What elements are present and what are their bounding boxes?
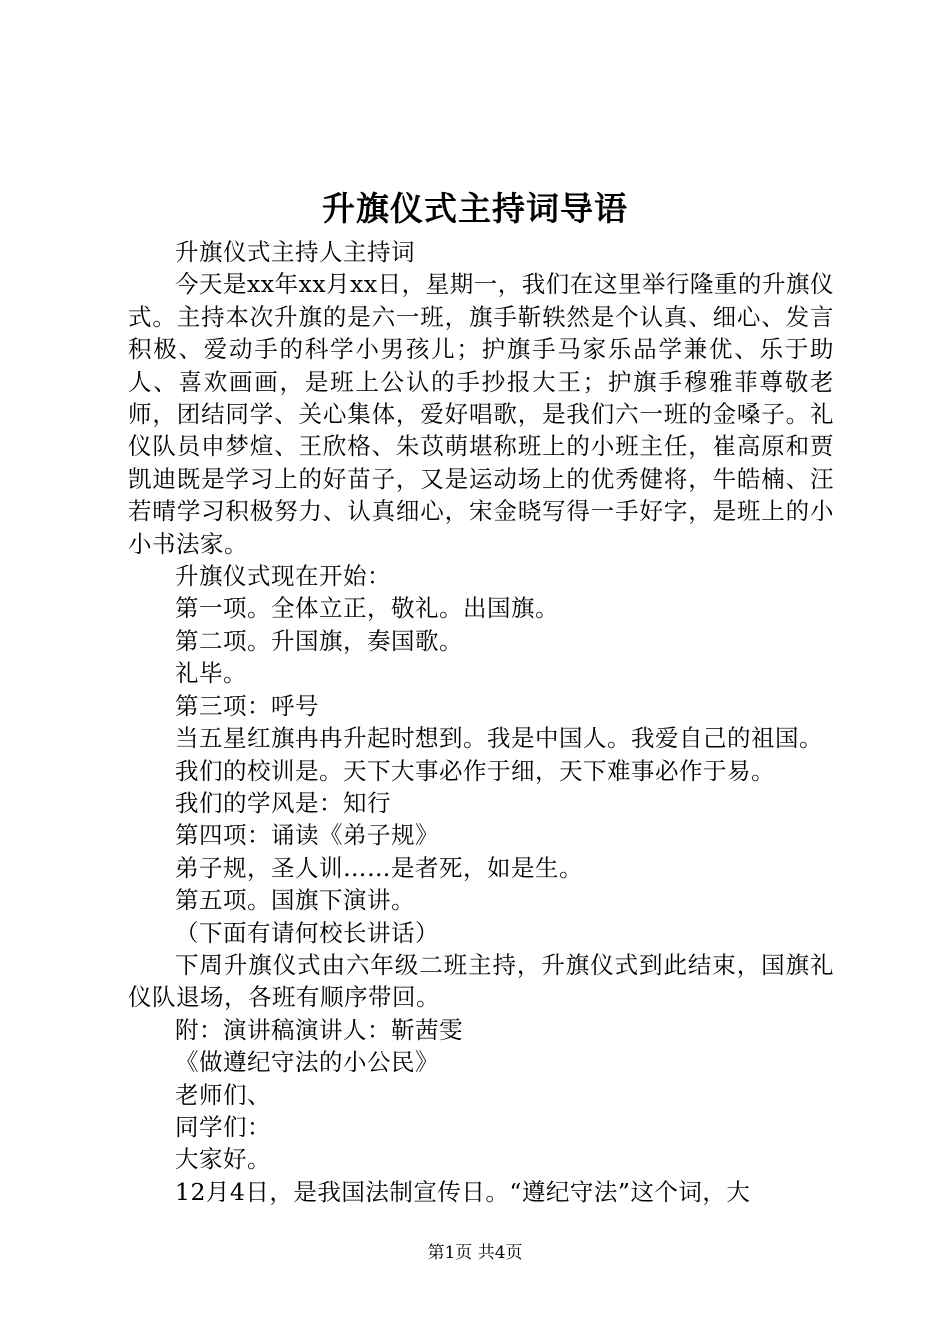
page-number-footer: 第1页 共4页 (427, 1243, 523, 1263)
paragraph: 第三项：呼号 (175, 691, 319, 720)
paragraph: 我们的学风是：知行 (175, 788, 391, 817)
paragraph: 第四项：诵读《弟子规》 (175, 821, 439, 850)
document-title: 升旗仪式主持词导语 (322, 189, 628, 228)
paragraph: 下周升旗仪式由六年级二班主持，升旗仪式到此结束，国旗礼仪队退场，各班有顺序带回。 (128, 950, 834, 1012)
paragraph: 同学们： (175, 1112, 271, 1141)
paragraph: 第一项。全体立正，敬礼。出国旗。 (175, 594, 559, 623)
document-body (128, 236, 834, 1208)
paragraph: 老师们、 (175, 1080, 271, 1109)
paragraph: 升旗仪式现在开始： (175, 562, 391, 591)
paragraph: 大家好。 (175, 1145, 271, 1174)
paragraph: 我们的校训是。天下大事必作于细，天下难事必作于易。 (175, 756, 775, 785)
paragraph: 第二项。升国旗，奏国歌。 (175, 626, 463, 655)
paragraph: 《做遵纪守法的小公民》 (175, 1048, 439, 1077)
paragraph: （下面有请何校长讲话） (175, 918, 439, 947)
paragraph: 附：演讲稿演讲人：靳茜雯 (175, 1015, 463, 1044)
paragraph: 今天是xx年xx月xx日，星期一，我们在这里举行隆重的升旗仪式。主持本次升旗的是六一班，旗手靳轶然是个认真、细心、发言积极、爱动手的科学小男孩儿；护旗手马家乐品学兼优、乐于助人、喜欢画画，是班上公认的手抄报大王；护旗手穆雅菲尊敬老师，团结同学、关心集体，爱好唱歌，是我们六一班的金嗓子。礼仪队员申梦煊、王欣格、朱苡萌堪称班上的小班主任，崔高原和贾凯迪既是学习上的好苗子，又是运动场上的优秀健将，牛皓楠、汪若晴学习积极努力、认真细心，宋金晓写得一手好字，是班上的小小书法家。 (128, 270, 834, 558)
paragraph: 礼毕。 (175, 659, 247, 688)
paragraph: 当五星红旗冉冉升起时想到。我是中国人。我爱自己的祖国。 (175, 724, 823, 753)
paragraph: 第五项。国旗下演讲。 (175, 886, 415, 915)
paragraph: 升旗仪式主持人主持词 (175, 238, 415, 266)
paragraph: 弟子规，圣人训……是者死，如是生。 (175, 853, 583, 882)
paragraph: 12月4日，是我国法制宣传日。“遵纪守法”这个词，大 (175, 1177, 751, 1206)
